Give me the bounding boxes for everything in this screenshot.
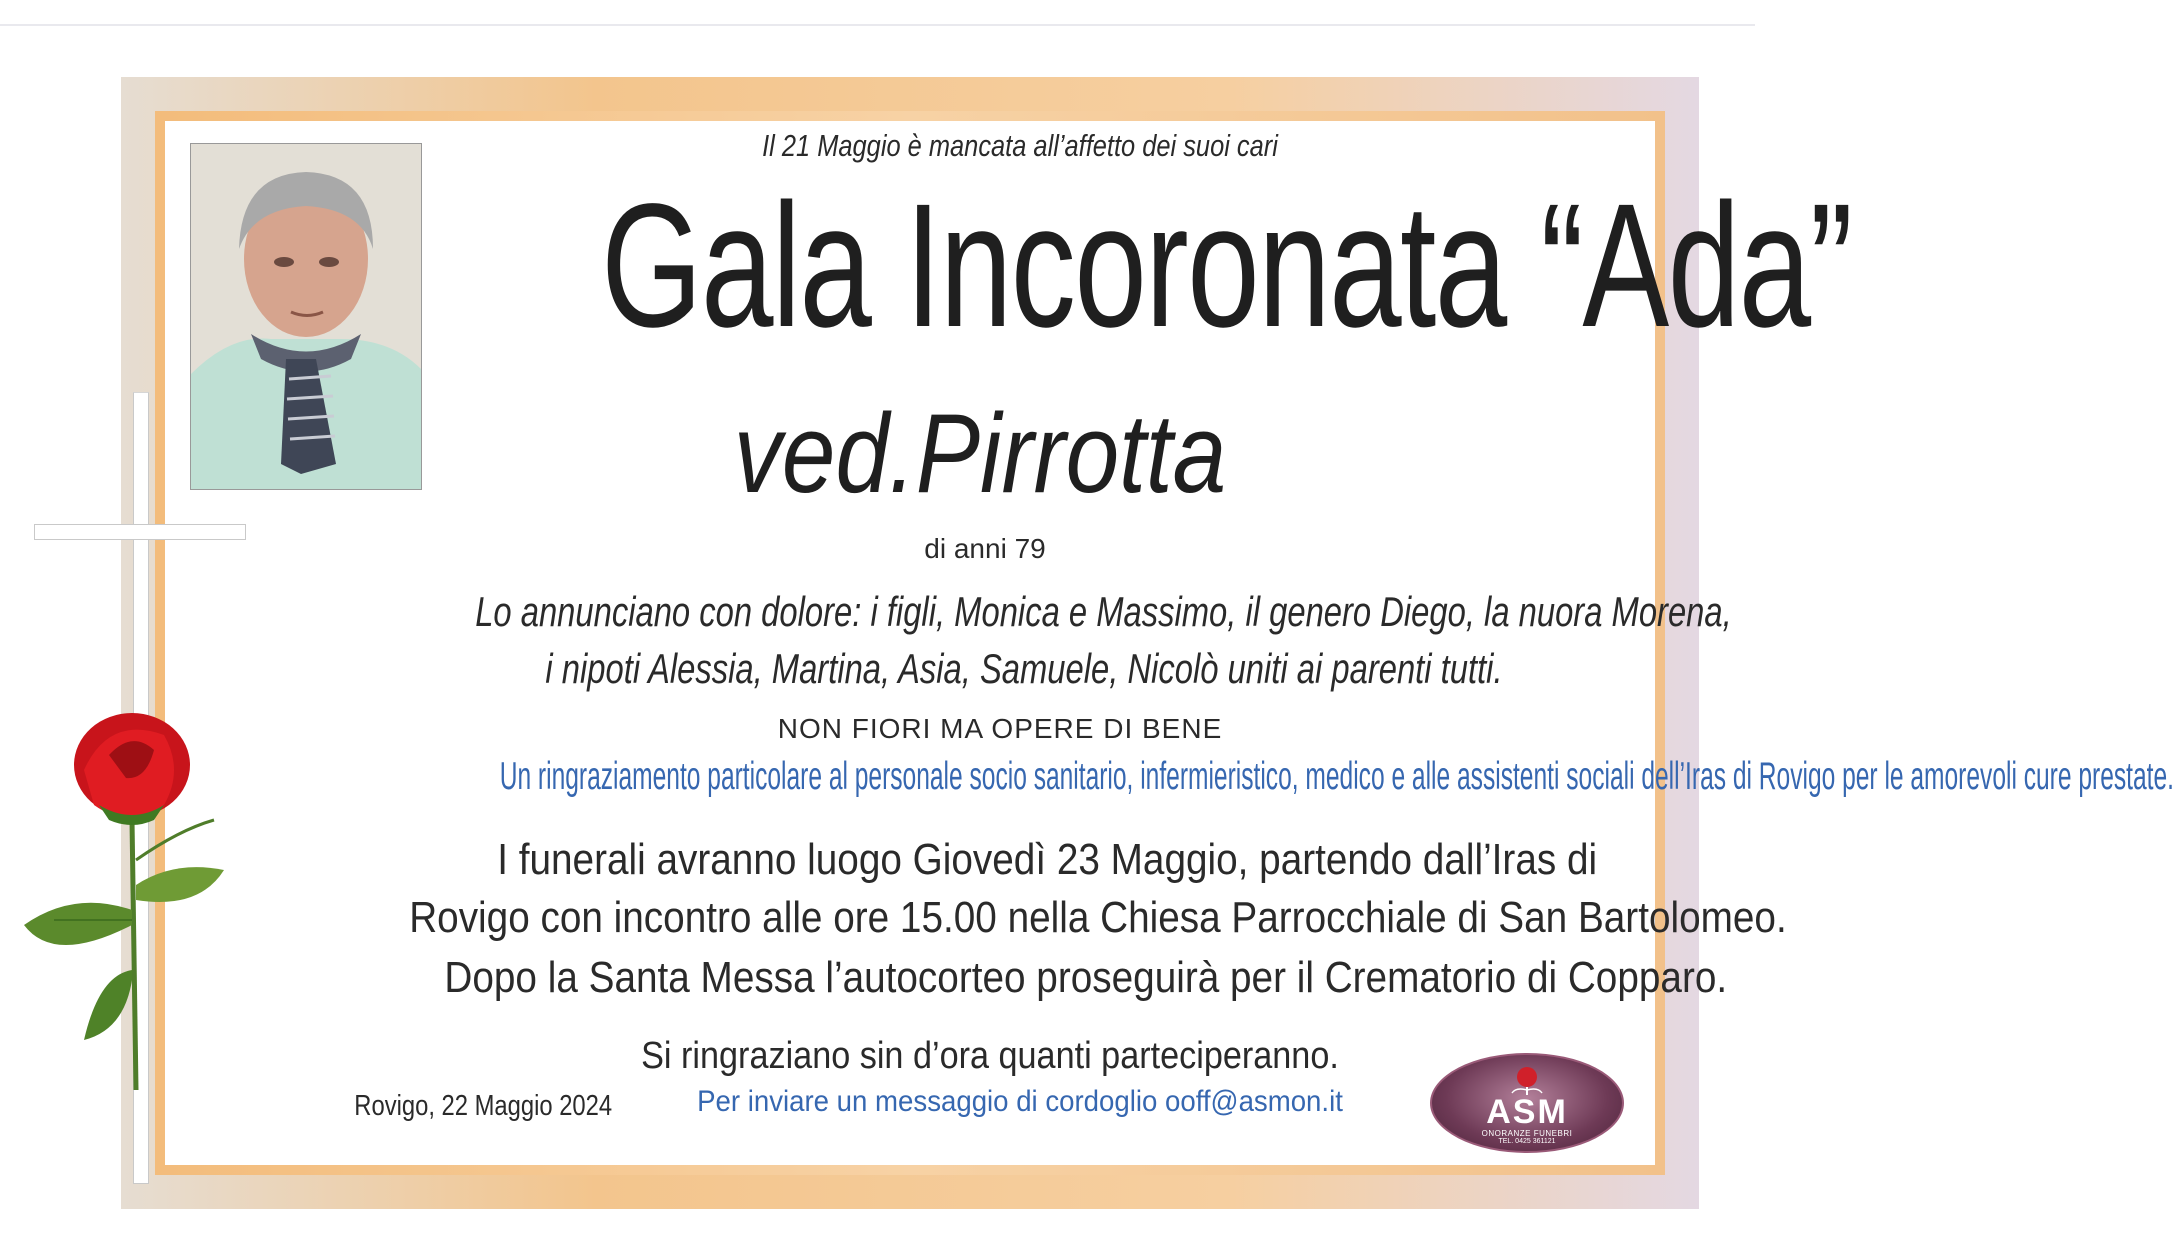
funeral-line-3: Dopo la Santa Messa l’autocorteo proseguirà per il Crematorio di Copparo. — [444, 953, 1728, 1002]
announcement-line-1: Lo annunciano con dolore: i figli, Monica e Massimo, il genero Diego, la nuora Morena, — [475, 588, 1732, 635]
closing-thanks: Si ringraziano sin d’ora quanti parteciperanno. — [641, 1035, 1339, 1077]
intro-line: Il 21 Maggio è mancata all’affetto dei suoi cari — [762, 128, 1278, 163]
scan-edge-line — [0, 24, 1755, 26]
logo-phone: TEL. 0425 361121 — [1498, 1138, 1556, 1145]
announcement-line-2: i nipoti Alessia, Martina, Asia, Samuele, Nicolò uniti ai parenti tutti. — [545, 645, 1503, 692]
place-date: Rovigo, 22 Maggio 2024 — [354, 1090, 613, 1122]
cross-horizontal-beam — [34, 524, 246, 540]
widow-of-line: ved.Pirrotta — [733, 391, 1227, 516]
deceased-name: Gala Incoronata “Ada” — [601, 168, 1852, 364]
deceased-portrait — [190, 143, 422, 490]
logo-name: ASM — [1486, 1093, 1568, 1131]
funeral-home-logo — [1430, 1053, 1624, 1153]
funeral-line-2: Rovigo con incontro alle ore 15.00 nella Chiesa Parrocchiale di San Bartolomeo. — [409, 893, 1787, 942]
no-flowers-note: NON FIORI MA OPERE DI BENE — [777, 713, 1223, 744]
condolence-message-link[interactable]: Per inviare un messaggio di cordoglio ooff@asmon.it — [697, 1085, 1343, 1118]
red-rose-image — [14, 710, 254, 1100]
funeral-line-1: I funerali avranno luogo Giovedì 23 Maggio, partendo dall’Iras di — [497, 835, 1598, 884]
age-line: di anni 79 — [924, 533, 1046, 564]
rose-emblem-icon — [1508, 1063, 1546, 1095]
logo-subtitle: ONORANZE FUNEBRI — [1481, 1129, 1573, 1138]
acknowledgement-line: Un ringraziamento particolare al personale socio sanitario, infermieristico, medico e alle assistenti sociali dell’Iras di Rovigo per le amorevoli cure prestate. — [499, 755, 2174, 798]
